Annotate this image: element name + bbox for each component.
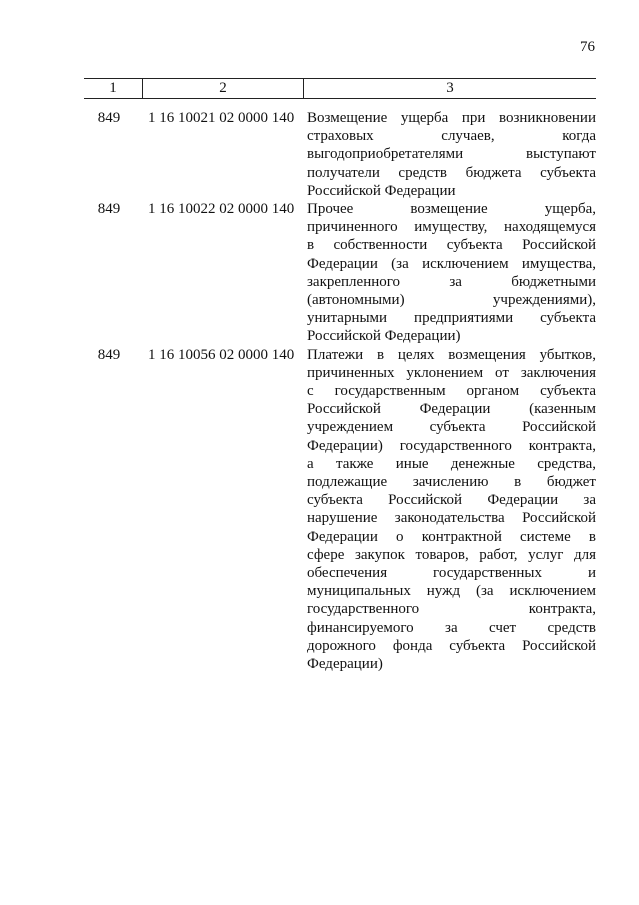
description-line: получатели средств бюджета субъекта (307, 164, 596, 181)
budget-classification-code: 1 16 10056 02 0000 140 (148, 346, 295, 363)
description-line: обеспечения государственных и (307, 565, 596, 582)
table-row (84, 346, 596, 674)
header-col-2: 2 (142, 79, 303, 98)
income-description (303, 346, 596, 674)
description-line: Федерации) (307, 656, 383, 673)
description-line: Российской Федерации (307, 182, 456, 199)
admin-code: 849 (97, 110, 121, 126)
description-line: (автономными) учреждениями), (307, 292, 596, 309)
description-line: выгодоприобретателями выступают (307, 146, 596, 163)
description-line: Платежи в целях возмещения убытков, (307, 346, 596, 363)
header-col-3: 3 (303, 79, 596, 98)
budget-classification-code: 1 16 10021 02 0000 140 (148, 110, 295, 126)
description-line: дорожного фонда субъекта Российской (307, 637, 596, 654)
income-description (303, 109, 596, 200)
description-line: в собственности субъекта Российской (307, 237, 596, 254)
income-description (303, 200, 596, 346)
table-body (84, 99, 596, 673)
description-line: Федерации (за исключением имущества, (307, 255, 596, 272)
budget-classification-code: 1 16 10022 02 0000 140 (148, 201, 295, 218)
description-line: причиненного имуществу, находящемуся (307, 219, 596, 236)
description-line: Федерации) государственного контракта, (307, 437, 596, 454)
table-row (84, 109, 596, 200)
header-col-1: 1 (109, 80, 117, 96)
description-line: причиненных уклонением от заключения (307, 364, 596, 381)
description-line: нарушение законодательства Российской (307, 510, 596, 527)
description-line: государственного контракта, (307, 601, 596, 618)
description-line: Федерации о контрактной системе в (307, 528, 596, 545)
description-line: закрепленного за бюджетными (307, 273, 596, 290)
description-line: с государственным органом субъекта (307, 383, 596, 400)
kbk-table (84, 78, 596, 673)
description-line: страховых случаев, когда (307, 128, 596, 145)
description-line: а также иные денежные средства, (307, 455, 596, 472)
description-line: унитарными предприятиями субъекта (307, 310, 596, 327)
description-line: финансируемого за счет средств (307, 619, 596, 636)
page-number: 76 (580, 39, 595, 55)
table-row (84, 200, 596, 346)
description-line: подлежащие зачислению в бюджет (307, 474, 596, 491)
description-line: Российской Федерации) (307, 328, 461, 345)
admin-code: 849 (97, 346, 121, 363)
description-line: Российской Федерации (казенным (307, 401, 596, 418)
description-line: сфере закупок товаров, работ, услуг для (307, 546, 596, 563)
description-line: учреждением субъекта Российской (307, 419, 596, 436)
table-header (84, 78, 596, 99)
description-line: субъекта Российской Федерации за (307, 492, 596, 509)
description-line: Возмещение ущерба при возникновении (307, 110, 596, 126)
description-line: Прочее возмещение ущерба, (307, 201, 596, 218)
description-line: муниципальных нужд (за исключением (307, 583, 596, 600)
admin-code: 849 (97, 201, 121, 218)
